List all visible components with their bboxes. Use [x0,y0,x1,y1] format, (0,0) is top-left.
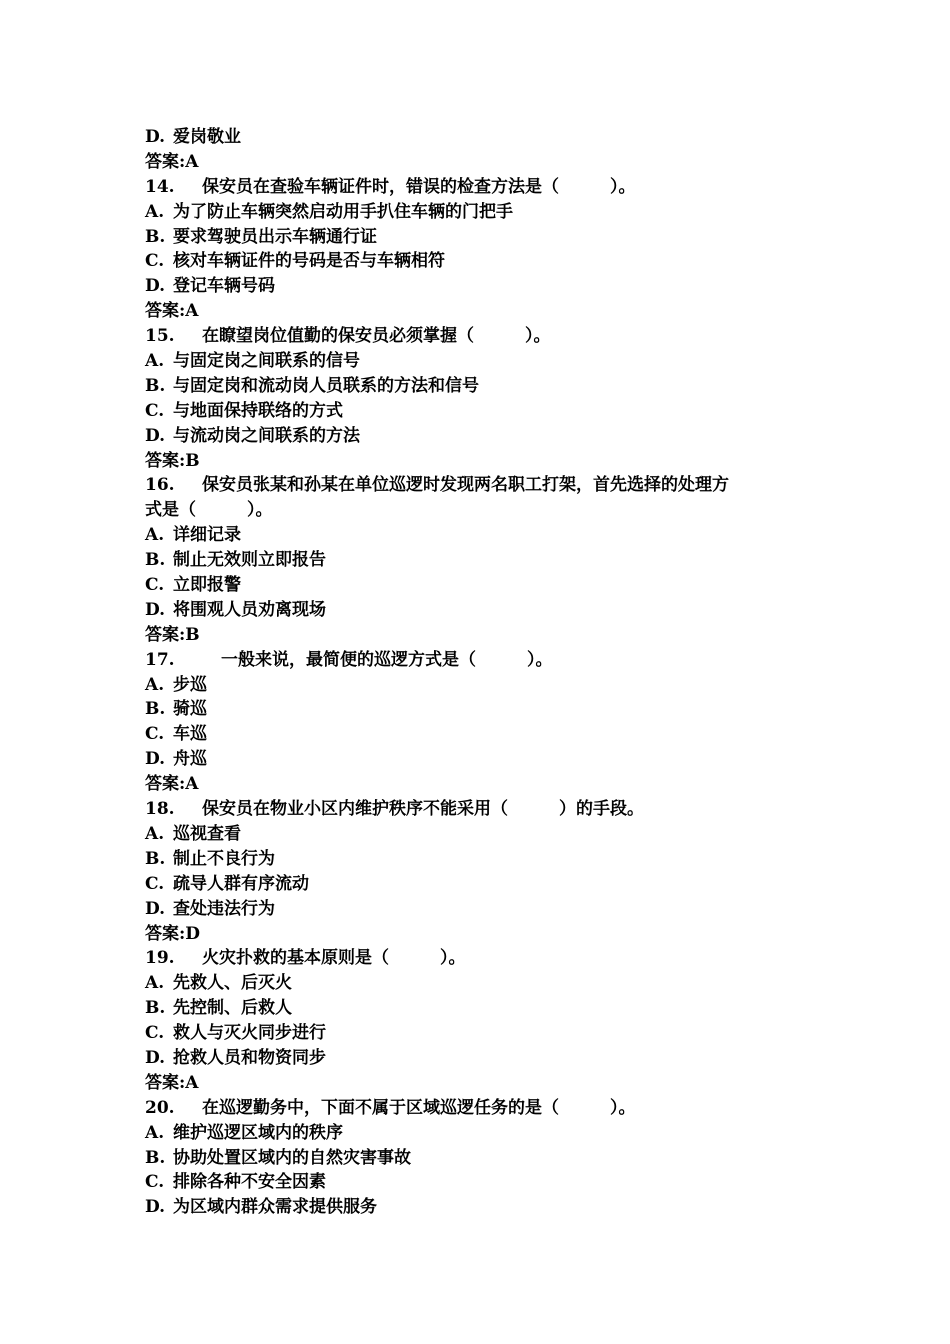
option-text: 核对车辆证件的号码是否与车辆相符 [173,251,445,272]
question-stem [145,648,825,673]
answer-line: 答案:D [145,923,201,944]
option-letter: C. [145,400,165,421]
option-line [145,523,825,548]
option-text: 制止不良行为 [173,848,275,869]
question-text: 火灾扑救的基本原则是（ ）。 [202,948,466,969]
option-line [145,573,825,598]
option-letter: C. [145,1172,165,1193]
option-line [145,897,825,922]
option-line [145,424,825,449]
option-text: 抢救人员和物资同步 [173,1047,326,1068]
option-letter: B. [145,226,166,247]
option-line [145,374,825,399]
option-line [145,673,825,698]
option-line [145,722,825,747]
option-letter: A. [145,351,165,372]
option-text: 疏导人群有序流动 [173,873,309,894]
option-line [145,1021,825,1046]
option-line [145,822,825,847]
option-letter: A. [145,973,165,994]
option-text: 车巡 [173,724,207,745]
option-letter: B. [145,550,166,571]
question-number: 14. [145,176,175,197]
answer-line: 答案:A [145,774,199,795]
option-text: 登记车辆号码 [173,276,275,297]
option-letter: D. [145,1197,166,1218]
option-letter: B. [145,998,166,1019]
option-letter: D. [145,749,166,770]
option-text: 协助处置区域内的自然灾害事故 [173,1147,411,1168]
option-text: 与地面保持联络的方式 [173,400,343,421]
option-text: 巡视查看 [173,823,241,844]
option-text: 详细记录 [173,525,241,546]
option-text: 先救人、后灭火 [173,973,292,994]
option-line [145,399,825,424]
option-letter: A. [145,674,165,695]
option-letter: D. [145,1047,166,1068]
option-line [145,971,825,996]
question-number: 18. [145,799,175,820]
answer-line: 答案:B [145,624,200,645]
question-text: 一般来说，最简便的巡逻方式是（ ）。 [221,649,553,670]
option-letter: C. [145,575,165,596]
answer-line: 答案:A [145,301,199,322]
option-letter: A. [145,525,165,546]
option-text: 舟巡 [173,749,207,770]
question-stem [145,946,825,971]
option-letter: A. [145,823,165,844]
document-page [145,125,825,1220]
option-text: 排除各种不安全因素 [173,1172,326,1193]
question-number: 15. [145,326,175,347]
option-text: 骑巡 [173,699,207,720]
option-line [145,747,825,772]
question-stem [145,1096,825,1121]
question-number: 20. [145,1097,175,1118]
question-stem [145,797,825,822]
option-text: 将围观人员劝离现场 [173,599,326,620]
option-letter: C. [145,724,165,745]
option-letter: B. [145,848,166,869]
question-stem-continuation: 式是（ ）。 [145,500,273,521]
option-text: 维护巡逻区域内的秩序 [173,1122,343,1143]
option-text: 制止无效则立即报告 [173,550,326,571]
option-letter: D. [145,898,166,919]
option-line [145,200,825,225]
question-text: 保安员张某和孙某在单位巡逻时发现两名职工打架，首先选择的处理方 [202,475,729,496]
option-line [145,548,825,573]
option-text: 要求驾驶员出示车辆通行证 [173,226,377,247]
option-text: 与流动岗之间联系的方法 [173,425,360,446]
option-letter: D. [145,127,166,147]
option-letter: C. [145,1023,165,1044]
option-text: 为区域内群众需求提供服务 [173,1197,377,1218]
option-line [145,225,825,250]
option-letter: B. [145,699,166,720]
question-stem [145,175,825,200]
option-text: 爱岗敬业 [173,127,241,147]
question-stem [145,473,825,498]
question-number: 16. [145,475,175,496]
option-line [145,349,825,374]
option-letter: B. [145,1147,166,1168]
answer-line: 答案:A [145,1072,199,1093]
question-number: 19. [145,948,175,969]
option-text: 为了防止车辆突然启动用手扒住车辆的门把手 [173,201,513,222]
question-text: 保安员在查验车辆证件时，错误的检查方法是（ ）。 [202,176,636,197]
option-text: 立即报警 [173,575,241,596]
option-line [145,249,825,274]
option-line [145,996,825,1021]
option-text: 救人与灭火同步进行 [173,1023,326,1044]
option-line [145,274,825,299]
option-letter: D. [145,276,166,297]
option-line [145,125,825,150]
option-line [145,1170,825,1195]
option-letter: A. [145,1122,165,1143]
answer-line: 答案:A [145,151,199,172]
option-line [145,1146,825,1171]
answer-line: 答案:B [145,450,200,471]
option-letter: D. [145,425,166,446]
option-line [145,1046,825,1071]
option-line [145,847,825,872]
option-letter: B. [145,375,166,396]
option-line [145,598,825,623]
question-text: 保安员在物业小区内维护秩序不能采用（ ）的手段。 [202,799,644,820]
option-line [145,1121,825,1146]
option-line [145,697,825,722]
option-line [145,1195,825,1220]
question-stem [145,324,825,349]
option-text: 与固定岗和流动岗人员联系的方法和信号 [173,375,479,396]
option-line [145,872,825,897]
option-letter: C. [145,251,165,272]
option-text: 与固定岗之间联系的信号 [173,351,360,372]
option-letter: A. [145,201,165,222]
question-text: 在瞭望岗位值勤的保安员必须掌握（ ）。 [202,326,551,347]
question-text: 在巡逻勤务中，下面不属于区域巡逻任务的是（ ）。 [202,1097,636,1118]
option-text: 查处违法行为 [173,898,275,919]
option-text: 先控制、后救人 [173,998,292,1019]
option-letter: D. [145,599,166,620]
option-text: 步巡 [173,674,207,695]
option-letter: C. [145,873,165,894]
question-number: 17. [145,649,175,670]
